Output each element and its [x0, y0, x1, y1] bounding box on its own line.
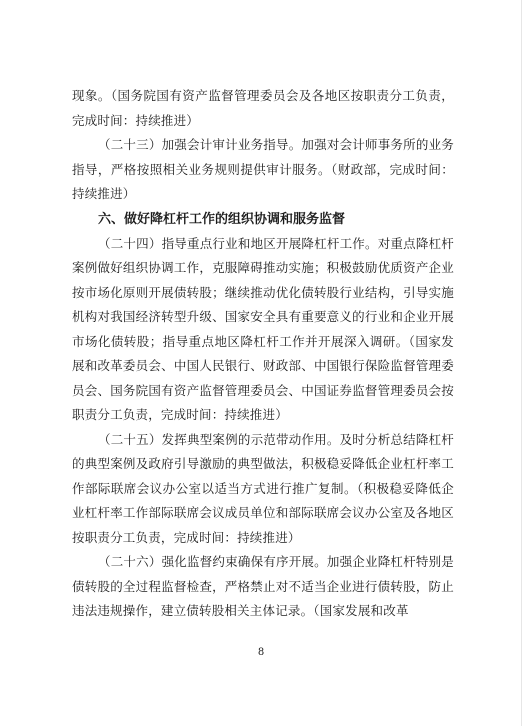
- paragraph-continuation: 现象。（国务院国有资产监督管理委员会及各地区按职责分工负责，完成时间：持续推进）: [72, 88, 454, 128]
- page-number: 8: [257, 647, 265, 658]
- document-body: [72, 84, 454, 624]
- section-heading-6: 六、做好降杠杆工作的组织协调和服务监督: [98, 211, 346, 227]
- paragraph-item-25: （二十五）发挥典型案例的示范带动作用。及时分析总结降杠杆的典型案例及政府引导激励的典型做法，积极稳妥降低企业杠杆率工作部际联席会议办公室以适当方式进行推广复制。（积极稳妥降低企业杠杆率工作部际联席会议成员单位和部际联席会议办公室及各地区按职责分工负责，完成时间：持续推进）: [72, 431, 454, 545]
- paragraph-item-23: （二十三）加强会计审计业务指导。加强对会计师事务所的业务指导，严格按照相关业务规则提供审计服务。（财政部，完成时间：持续推进）: [72, 137, 454, 201]
- paragraph-item-24: （二十四）指导重点行业和地区开展降杠杆工作。对重点降杠杆案例做好组织协调工作，克服障碍推动实施；积极鼓励优质资产企业按市场化原则开展债转股；继续推动优化债转股行业结构，引导实施机构对我国经济转型升级、国家安全具有重要意义的行业和企业开展市场化债转股；指导重点地区降杠杆工作并开展深入调研。（国家发展和改革委员会、中国人民银行、财政部、中国银行保险监督管理委员会、国务院国有资产监督管理委员会、中国证券监督管理委员会按职责分工负责，完成时间：持续推进）: [72, 235, 454, 422]
- paragraph-item-26: （二十六）强化监督约束确保有序开展。加强企业降杠杆特别是债转股的全过程监督检查，严格禁止对不适当企业进行债转股，防止违法违规操作，建立债转股相关主体记录。（国家发展和改革: [72, 554, 454, 618]
